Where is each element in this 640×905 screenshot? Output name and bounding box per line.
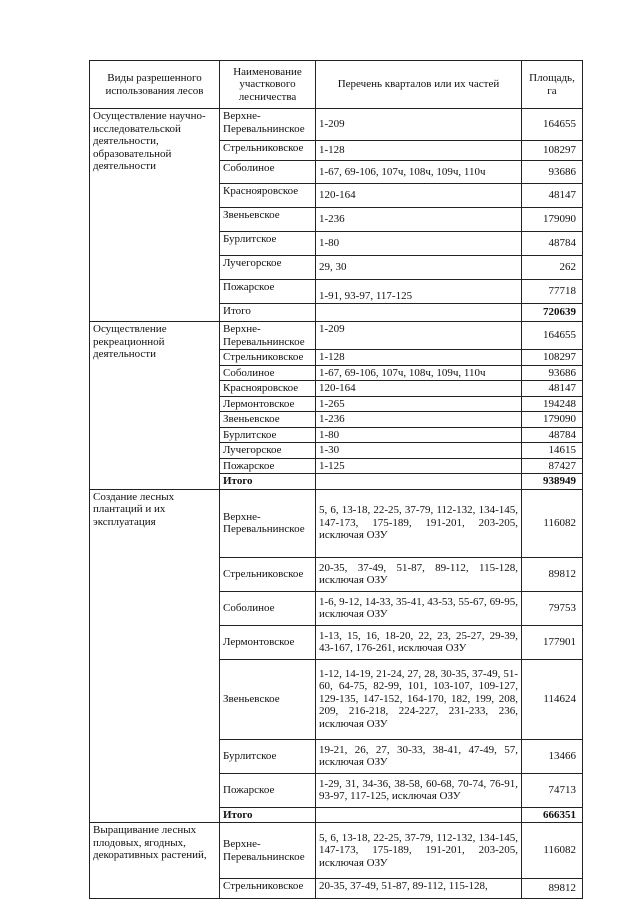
- quarters-cell: 1-6, 9-12, 14-33, 35-41, 43-53, 55-67, 69-95, исключая ОЗУ: [316, 591, 522, 625]
- forestry-cell: Лучегорское: [220, 256, 316, 280]
- quarters-cell: 1-209: [316, 322, 522, 350]
- area-cell: 93686: [522, 365, 583, 381]
- quarters-cell: 1-209: [316, 109, 522, 141]
- area-cell: 116082: [522, 823, 583, 879]
- total-area: 720639: [522, 304, 583, 322]
- area-cell: 89812: [522, 557, 583, 591]
- area-cell: 108297: [522, 141, 583, 161]
- quarters-cell: 1-128: [316, 141, 522, 161]
- use-type-cell: Осуществление научно-исследовательской деятельности, образовательной деятельности: [90, 109, 220, 322]
- table-row: [90, 489, 583, 557]
- forestry-cell: Стрельниковское: [220, 350, 316, 366]
- forestry-cell: Звеньевское: [220, 412, 316, 428]
- table-header-row: [90, 61, 583, 109]
- header-area: Площадь, га: [522, 61, 583, 109]
- forestry-cell: Лучегорское: [220, 443, 316, 459]
- total-area: 938949: [522, 474, 583, 490]
- forestry-cell: Краснояровское: [220, 184, 316, 208]
- quarters-cell: 120-164: [316, 381, 522, 397]
- forestry-cell: Стрельниковское: [220, 879, 316, 899]
- forestry-cell: Лермонтовское: [220, 625, 316, 659]
- quarters-cell: 29, 30: [316, 256, 522, 280]
- quarters-cell: 1-128: [316, 350, 522, 366]
- quarters-cell: 1-67, 69-106, 107ч, 108ч, 109ч, 110ч: [316, 161, 522, 184]
- forestry-cell: Соболиное: [220, 365, 316, 381]
- forestry-cell: Верхне-Перевальнинское: [220, 109, 316, 141]
- quarters-cell: 1-91, 93-97, 117-125: [316, 280, 522, 304]
- area-cell: 108297: [522, 350, 583, 366]
- quarters-cell: 1-29, 31, 34-36, 38-58, 60-68, 70-74, 76-91, 93-97, 117-125, исключая ОЗУ: [316, 773, 522, 807]
- forestry-cell: Бурлитское: [220, 427, 316, 443]
- quarters-cell-empty: [316, 807, 522, 823]
- quarters-cell: 120-164: [316, 184, 522, 208]
- table-row: [90, 109, 583, 141]
- area-cell: 194248: [522, 396, 583, 412]
- header-forestry: Наименование участкового лесничества: [220, 61, 316, 109]
- area-cell: 79753: [522, 591, 583, 625]
- quarters-cell: 1-80: [316, 232, 522, 256]
- quarters-cell-empty: [316, 474, 522, 490]
- quarters-cell-empty: [316, 304, 522, 322]
- area-cell: 48147: [522, 381, 583, 397]
- quarters-cell: 1-13, 15, 16, 18-20, 22, 23, 25-27, 29-39, 43-167, 176-261, исключая ОЗУ: [316, 625, 522, 659]
- use-type-cell: Осуществление рекреационной деятельности: [90, 322, 220, 490]
- forestry-cell: Стрельниковское: [220, 141, 316, 161]
- forestry-cell: Соболиное: [220, 161, 316, 184]
- forestry-cell: Пожарское: [220, 458, 316, 474]
- quarters-cell: 1-125: [316, 458, 522, 474]
- table-row: [90, 823, 583, 879]
- total-label: Итого: [220, 807, 316, 823]
- quarters-cell: 1-265: [316, 396, 522, 412]
- area-cell: 262: [522, 256, 583, 280]
- use-type-cell: Создание лесных плантаций и их эксплуатация: [90, 489, 220, 823]
- area-cell: 48147: [522, 184, 583, 208]
- quarters-cell: 20-35, 37-49, 51-87, 89-112, 115-128,: [316, 879, 522, 899]
- quarters-cell: 1-30: [316, 443, 522, 459]
- forestry-cell: Пожарское: [220, 773, 316, 807]
- forestry-cell: Верхне-Перевальнинское: [220, 489, 316, 557]
- area-cell: 48784: [522, 427, 583, 443]
- area-cell: 177901: [522, 625, 583, 659]
- area-cell: 77718: [522, 280, 583, 304]
- forestry-cell: Красноярoвское: [220, 381, 316, 397]
- area-cell: 179090: [522, 208, 583, 232]
- area-cell: 89812: [522, 879, 583, 899]
- area-cell: 87427: [522, 458, 583, 474]
- forestry-cell: Лермонтовское: [220, 396, 316, 412]
- table-row: [90, 322, 583, 350]
- header-use-type: Виды разрешенного использования лесов: [90, 61, 220, 109]
- area-cell: 164655: [522, 322, 583, 350]
- quarters-cell: 1-80: [316, 427, 522, 443]
- area-cell: 179090: [522, 412, 583, 428]
- forestry-cell: Пожарское: [220, 280, 316, 304]
- quarters-cell: 5, 6, 13-18, 22-25, 37-79, 112-132, 134-145, 147-173, 175-189, 191-201, 203-205, исключая ОЗУ: [316, 823, 522, 879]
- total-label: Итого: [220, 304, 316, 322]
- total-label: Итого: [220, 474, 316, 490]
- quarters-cell: 5, 6, 13-18, 22-25, 37-79, 112-132, 134-145, 147-173, 175-189, 191-201, 203-205, исключая ОЗУ: [316, 489, 522, 557]
- area-cell: 14615: [522, 443, 583, 459]
- forestry-cell: Звеньевское: [220, 208, 316, 232]
- area-cell: 116082: [522, 489, 583, 557]
- forestry-cell: Верхне-Перевальнинское: [220, 322, 316, 350]
- area-cell: 48784: [522, 232, 583, 256]
- quarters-cell: 20-35, 37-49, 51-87, 89-112, 115-128, исключая ОЗУ: [316, 557, 522, 591]
- area-cell: 114624: [522, 659, 583, 739]
- quarters-cell: 1-12, 14-19, 21-24, 27, 28, 30-35, 37-49, 51-60, 64-75, 82-99, 101, 103-107, 109-127, 129-135, 147-152, 164-170, 182, 199, 208, 209, 216-218, 224-227, 231-233, 236, исключая ОЗУ: [316, 659, 522, 739]
- forestry-cell: Соболиное: [220, 591, 316, 625]
- header-quarters: Перечень кварталов или их частей: [316, 61, 522, 109]
- quarters-cell: 1-236: [316, 208, 522, 232]
- quarters-cell: 19-21, 26, 27, 30-33, 38-41, 47-49, 57, исключая ОЗУ: [316, 739, 522, 773]
- quarters-cell: 1-236: [316, 412, 522, 428]
- forestry-cell: Стрельниковское: [220, 557, 316, 591]
- forestry-cell: Бурлитское: [220, 232, 316, 256]
- quarters-cell: 1-67, 69-106, 107ч, 108ч, 109ч, 110ч: [316, 365, 522, 381]
- area-cell: 93686: [522, 161, 583, 184]
- use-type-cell: Выращивание лесных плодовых, ягодных, декоративных растений,: [90, 823, 220, 899]
- forest-use-table: [89, 60, 583, 899]
- forestry-cell: Звеньевское: [220, 659, 316, 739]
- forestry-cell: Верхне-Перевальнинское: [220, 823, 316, 879]
- forestry-cell: Бурлитское: [220, 739, 316, 773]
- total-area: 666351: [522, 807, 583, 823]
- area-cell: 164655: [522, 109, 583, 141]
- area-cell: 13466: [522, 739, 583, 773]
- area-cell: 74713: [522, 773, 583, 807]
